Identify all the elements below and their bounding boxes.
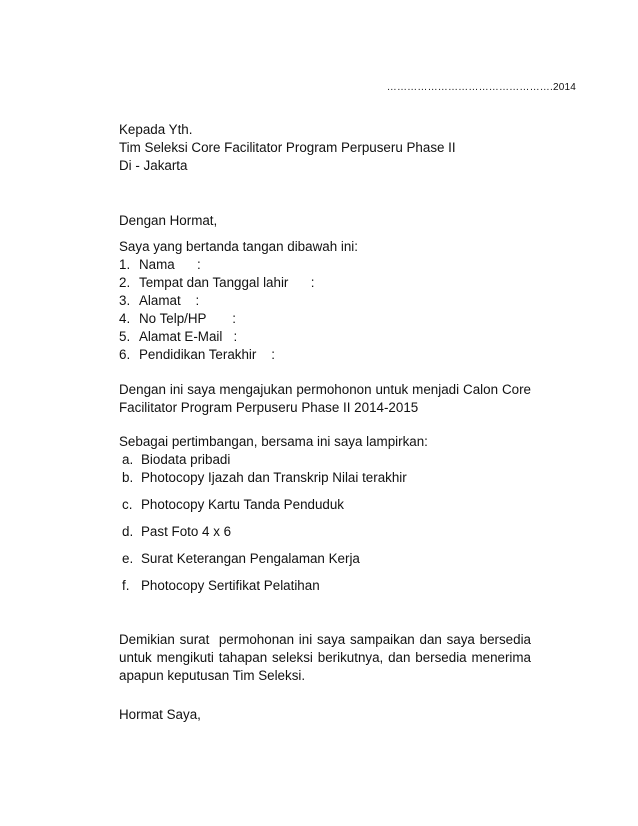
list-letter: d. [122,524,134,539]
list-letter: a. [122,452,134,467]
field-label-telp: No Telp/HP : [139,311,237,326]
list-item [119,328,531,346]
list-letter: f. [122,578,130,593]
attachment-list [119,451,531,595]
recipient-name: Tim Seleksi Core Facilitator Program Perpuseru Phase II [119,140,456,155]
sign-off [119,706,531,724]
attachment-label: Photocopy Sertifikat Pelatihan [141,578,320,593]
field-label-alamat: Alamat : [139,293,200,308]
list-item [119,292,531,310]
list-item [119,451,531,469]
list-number: 3. [119,293,131,308]
list-item [119,310,531,328]
list-item [119,523,531,541]
attachment-label: Photocopy Ijazah dan Transkrip Nilai terakhir [141,470,407,485]
sign-off-text: Hormat Saya, [119,707,201,722]
attachment-label: Photocopy Kartu Tanda Penduduk [141,497,344,512]
list-item [119,577,531,595]
list-number: 5. [119,329,131,344]
attachment-label: Surat Keterangan Pengalaman Kerja [141,551,360,566]
recipient-location: Di - Jakarta [119,158,188,173]
list-letter: e. [122,551,134,566]
list-number: 4. [119,311,131,326]
identity-section [119,238,531,364]
attachments-intro: Sebagai pertimbangan, bersama ini saya lampirkan: [119,434,428,449]
list-number: 2. [119,275,131,290]
recipient-block [119,121,531,175]
identity-intro: Saya yang bertanda tangan dibawah ini: [119,239,358,254]
field-label-pendidikan: Pendidikan Terakhir : [139,347,275,362]
greeting [119,212,531,230]
closing-paragraph: Demikian surat permohonan ini saya sampaikan dan saya bersedia untuk mengikuti tahapan seleksi berikutnya, dan bersedia menerima apapun keputusan Tim Seleksi. [119,632,535,683]
field-label-nama: Nama : [139,257,201,272]
attachment-label: Biodata pribadi [141,452,231,467]
attachment-label: Past Foto 4 x 6 [141,524,232,539]
application-paragraph: Dengan ini saya mengajukan permohonon untuk menjadi Calon Core Facilitator Program Perpuseru Phase II 2014-2015 [119,382,531,415]
recipient-salutation: Kepada Yth. [119,122,193,137]
attachments-section [119,433,531,595]
identity-field-list [119,256,531,364]
list-letter: b. [122,470,134,485]
list-letter: c. [122,497,133,512]
greeting-text: Dengan Hormat, [119,213,218,228]
list-item [119,469,531,487]
list-number: 1. [119,257,131,272]
date-line: ………………………………………….2014 [386,82,576,93]
list-item [119,496,531,514]
list-item [119,274,531,292]
list-item [119,256,531,274]
list-item [119,550,531,568]
field-label-email: Alamat E-Mail : [139,329,238,344]
list-number: 6. [119,347,131,362]
list-item [119,346,531,364]
field-label-ttl: Tempat dan Tanggal lahir : [139,275,315,290]
